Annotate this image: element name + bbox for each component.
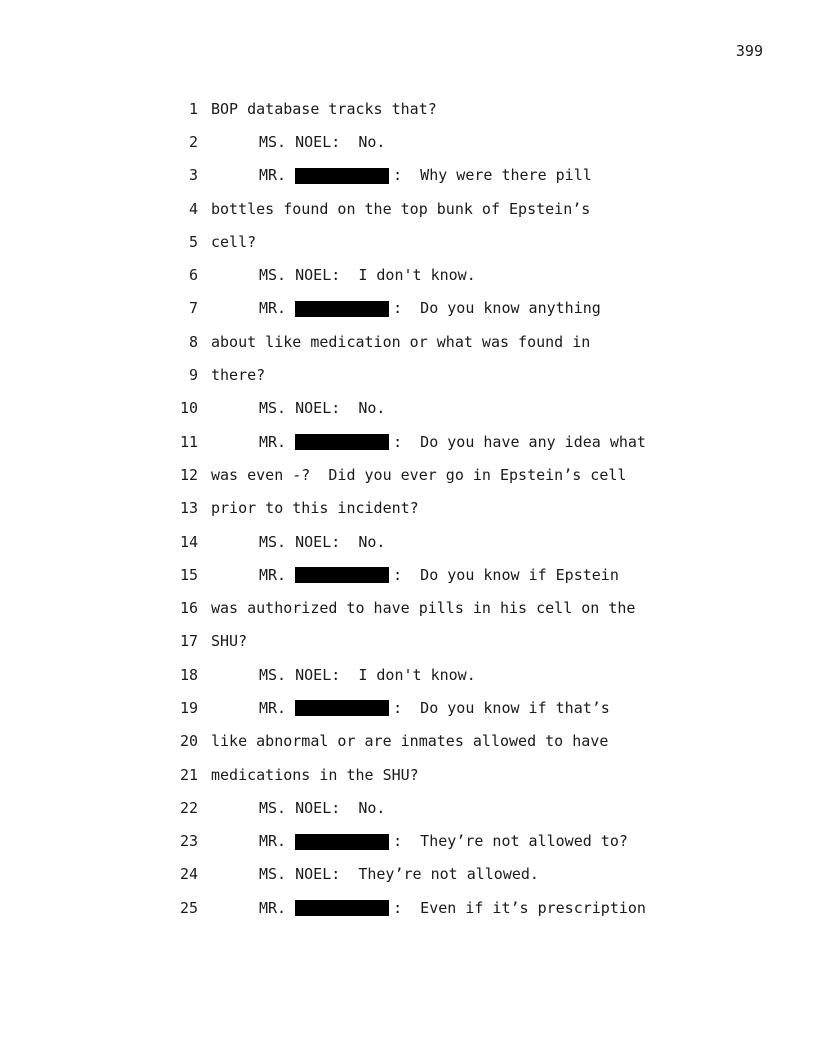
line-text: like abnormal or are inmates allowed to have (211, 732, 609, 751)
speaker-text: : Even if it’s prescription (393, 898, 646, 917)
speaker-prefix: MR. (259, 832, 287, 851)
speaker-prefix: MR. (259, 166, 287, 185)
speaker-text: : Do you know if that’s (393, 698, 610, 717)
line-number: 10 (179, 399, 198, 418)
line-text: prior to this incident? (211, 499, 419, 518)
line-number: 6 (188, 266, 198, 285)
transcript-line (170, 292, 690, 325)
line-text (211, 299, 601, 317)
line-text: MS. NOEL: No. (259, 798, 386, 817)
speaker-text: : Do you know if Epstein (393, 565, 619, 584)
line-number: 25 (179, 898, 198, 917)
redaction-box (295, 900, 389, 916)
speaker-text: : Why were there pill (393, 166, 592, 185)
line-number: 15 (179, 565, 198, 584)
line-number: 5 (188, 232, 198, 251)
transcript-line (170, 258, 690, 291)
transcript-line (170, 92, 690, 125)
line-number: 8 (188, 332, 198, 351)
line-text: MS. NOEL: They’re not allowed. (259, 865, 539, 884)
speaker-prefix: MR. (259, 565, 287, 584)
line-number: 24 (179, 865, 198, 884)
transcript-line (170, 192, 690, 225)
transcript-line (170, 558, 690, 591)
transcript-line (170, 159, 690, 192)
line-number: 16 (179, 599, 198, 618)
redaction-box (295, 168, 389, 184)
line-text (211, 699, 610, 717)
line-text: was even -? Did you ever go in Epstein’s cell (211, 465, 627, 484)
line-text: medications in the SHU? (211, 765, 419, 784)
speaker-prefix: MR. (259, 898, 287, 917)
line-text (211, 899, 646, 917)
line-text: bottles found on the top bunk of Epstein’s (211, 199, 591, 218)
line-number: 22 (179, 798, 198, 817)
speaker-text: : They’re not allowed to? (393, 832, 628, 851)
transcript-line (170, 458, 690, 491)
line-number: 1 (188, 99, 198, 118)
page-number: 399 (735, 42, 763, 60)
line-number: 19 (179, 698, 198, 717)
line-text (211, 166, 592, 184)
line-number: 2 (188, 132, 198, 151)
line-number: 20 (179, 732, 198, 751)
transcript-line (170, 691, 690, 724)
line-text: MS. NOEL: No. (259, 132, 386, 151)
line-text: MS. NOEL: No. (259, 399, 386, 418)
transcript-line (170, 125, 690, 158)
line-number: 21 (179, 765, 198, 784)
line-number: 12 (179, 465, 198, 484)
transcript-line (170, 492, 690, 525)
transcript-line (170, 658, 690, 691)
line-text: BOP database tracks that? (211, 99, 437, 118)
speaker-prefix: MR. (259, 299, 287, 318)
line-text (211, 433, 646, 451)
line-text: MS. NOEL: I don't know. (259, 266, 476, 285)
transcript-line (170, 225, 690, 258)
transcript-line (170, 891, 690, 924)
transcript-body (170, 92, 690, 924)
line-number: 4 (188, 199, 198, 218)
line-text: there? (211, 366, 266, 385)
transcript-line (170, 625, 690, 658)
line-number: 23 (179, 832, 198, 851)
line-number: 3 (188, 166, 198, 185)
line-number: 14 (179, 532, 198, 551)
transcript-line (170, 425, 690, 458)
redaction-box (295, 834, 389, 850)
transcript-line (170, 758, 690, 791)
redaction-box (295, 700, 389, 716)
line-text: was authorized to have pills in his cell on the (211, 599, 636, 618)
transcript-line (170, 858, 690, 891)
speaker-text: : Do you know anything (393, 299, 601, 318)
line-number: 13 (179, 499, 198, 518)
speaker-prefix: MR. (259, 698, 287, 717)
speaker-text: : Do you have any idea what (393, 432, 646, 451)
speaker-prefix: MR. (259, 432, 287, 451)
line-number: 17 (179, 632, 198, 651)
line-text: MS. NOEL: No. (259, 532, 386, 551)
line-number: 9 (188, 366, 198, 385)
redaction-box (295, 434, 389, 450)
line-text (211, 566, 619, 584)
redaction-box (295, 567, 389, 583)
transcript-line (170, 358, 690, 391)
transcript-line (170, 591, 690, 624)
redaction-box (295, 301, 389, 317)
line-number: 18 (179, 665, 198, 684)
transcript-line (170, 725, 690, 758)
line-text: cell? (211, 232, 257, 251)
transcript-line (170, 392, 690, 425)
line-text: MS. NOEL: I don't know. (259, 665, 476, 684)
line-number: 11 (179, 432, 198, 451)
line-text: SHU? (211, 632, 248, 651)
line-text (211, 832, 628, 850)
transcript-line (170, 325, 690, 358)
line-number: 7 (188, 299, 198, 318)
transcript-line (170, 791, 690, 824)
transcript-line (170, 525, 690, 558)
line-text: about like medication or what was found in (211, 332, 591, 351)
transcript-line (170, 825, 690, 858)
